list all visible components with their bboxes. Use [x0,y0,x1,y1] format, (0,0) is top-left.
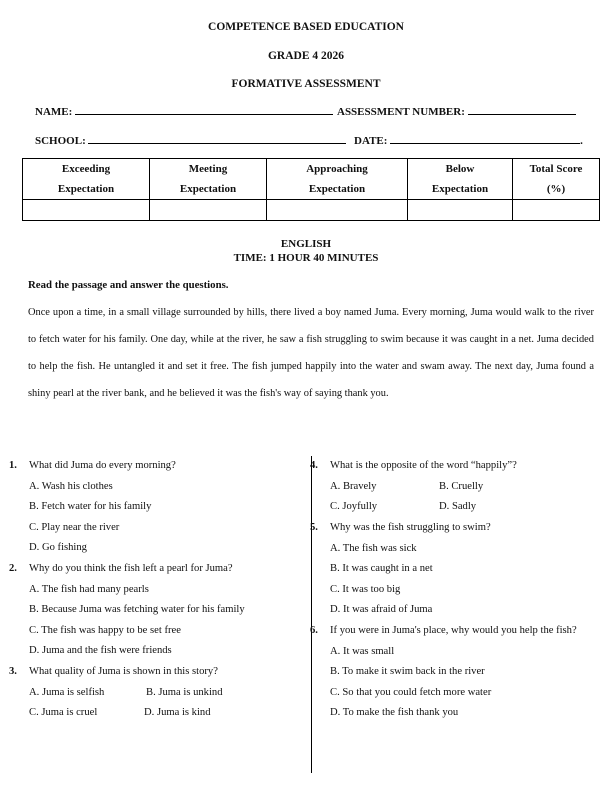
option-a[interactable]: A. Wash his clothes [29,480,113,492]
option-b[interactable]: B. To make it swim back in the river [330,666,485,678]
question-1 [9,456,304,559]
option-d[interactable]: D. Sadly [439,501,477,513]
question-number: 3. [9,666,17,677]
question-4 [310,456,600,518]
option-b[interactable]: B. Cruelly [439,480,484,492]
assessment-number-field[interactable] [337,105,576,118]
option-d[interactable]: D. Juma is kind [144,707,211,719]
question-text: What quality of Juma is shown in this story? [29,666,218,677]
question-3 [9,662,304,724]
option-b[interactable]: B. It was caught in a net [330,563,433,575]
option-a[interactable]: A. Juma is selfish [29,686,105,698]
question-number: 5. [310,522,318,533]
assessment-number-label: ASSESSMENT NUMBER: [337,106,465,118]
options-row [29,683,304,704]
rubric-col-exceeding: Exceeding Expectation [23,159,150,200]
options-row [330,497,600,518]
options-row [29,703,304,724]
question-number: 4. [310,460,318,471]
school-label: SCHOOL: [35,135,86,147]
date-line[interactable] [390,134,580,144]
option-d[interactable]: D. It was afraid of Juma [330,604,433,616]
name-label: NAME: [35,106,73,118]
option-c[interactable]: C. It was too big [330,583,401,595]
date-period: . [580,135,583,147]
option-a[interactable]: A. The fish was sick [330,542,417,554]
rubric-cell-total-score[interactable] [513,200,600,221]
name-line[interactable] [75,105,333,115]
option-a[interactable]: A. It was small [330,645,395,657]
column-divider [311,456,312,773]
rubric-cell-exceeding[interactable] [23,200,150,221]
rubric-cell-meeting[interactable] [150,200,267,221]
date-label: DATE: [354,135,388,147]
option-b[interactable]: B. Because Juma was fetching water for his family [29,604,245,616]
school-line[interactable] [88,134,346,144]
passage-text: Once upon a time, in a small village surrounded by hills, there lived a boy named Juma. Every morning, Juma would walk to the river to fetch water for his family. One day, while at the river, he saw a fish struggling to swim because it was caught in a net. Juma decided to help the fish. He untangled it and set it free. The fish jumped happily into the water and swam away. The next day, Juma found a shiny pearl at the river bank, and he believed it was the fish's way of saying thank you. [28,307,594,399]
option-b[interactable]: B. Fetch water for his family [29,501,152,513]
option-b[interactable]: B. Juma is unkind [146,686,223,698]
header-title: COMPETENCE BASED EDUCATION [208,21,404,33]
options-row [330,477,600,498]
rubric-table [22,158,600,221]
assessment-number-line[interactable] [468,105,576,115]
time-allowed: TIME: 1 HOUR 40 MINUTES [233,252,379,264]
rubric-cell-approaching[interactable] [267,200,408,221]
option-d[interactable]: D. Go fishing [29,542,87,554]
question-2 [9,559,307,662]
header-grade: GRADE 4 2026 [267,50,345,62]
rubric-col-total-score: Total Score (%) [513,159,600,200]
instruction-text: Read the passage and answer the questions. [28,279,229,291]
question-number: 6. [310,625,318,636]
name-field[interactable] [35,105,333,118]
option-a[interactable]: A. The fish had many pearls [29,583,149,595]
rubric-col-below: Below Expectation [408,159,513,200]
question-number: 2. [9,563,17,574]
question-text: Why do you think the fish left a pearl for Juma? [29,563,233,574]
option-c[interactable]: C. The fish was happy to be set free [29,624,181,636]
option-c[interactable]: C. Juma is cruel [29,707,98,719]
question-5 [310,518,600,621]
question-number: 1. [9,460,17,471]
rubric-col-approaching: Approaching Expectation [267,159,408,200]
option-d[interactable]: D. To make the fish thank you [330,707,459,719]
option-c[interactable]: C. Joyfully [330,501,378,513]
rubric-cell-below[interactable] [408,200,513,221]
date-field[interactable] [354,134,583,147]
option-c[interactable]: C. So that you could fetch more water [330,686,492,698]
header-assessment-type: FORMATIVE ASSESSMENT [231,78,381,90]
option-c[interactable]: C. Play near the river [29,521,120,533]
question-text: If you were in Juma's place, why would you help the fish? [330,625,577,636]
rubric-score-row [23,200,600,221]
school-field[interactable] [35,134,346,147]
rubric-col-meeting: Meeting Expectation [150,159,267,200]
question-6 [310,621,592,724]
option-a[interactable]: A. Bravely [330,480,377,492]
question-text: What did Juma do every morning? [29,460,176,471]
rubric-header-row [23,159,600,200]
subject-title: ENGLISH [280,238,332,250]
option-d[interactable]: D. Juma and the fish were friends [29,645,172,657]
question-text: Why was the fish struggling to swim? [330,522,491,533]
question-text: What is the opposite of the word “happily”? [330,460,517,471]
